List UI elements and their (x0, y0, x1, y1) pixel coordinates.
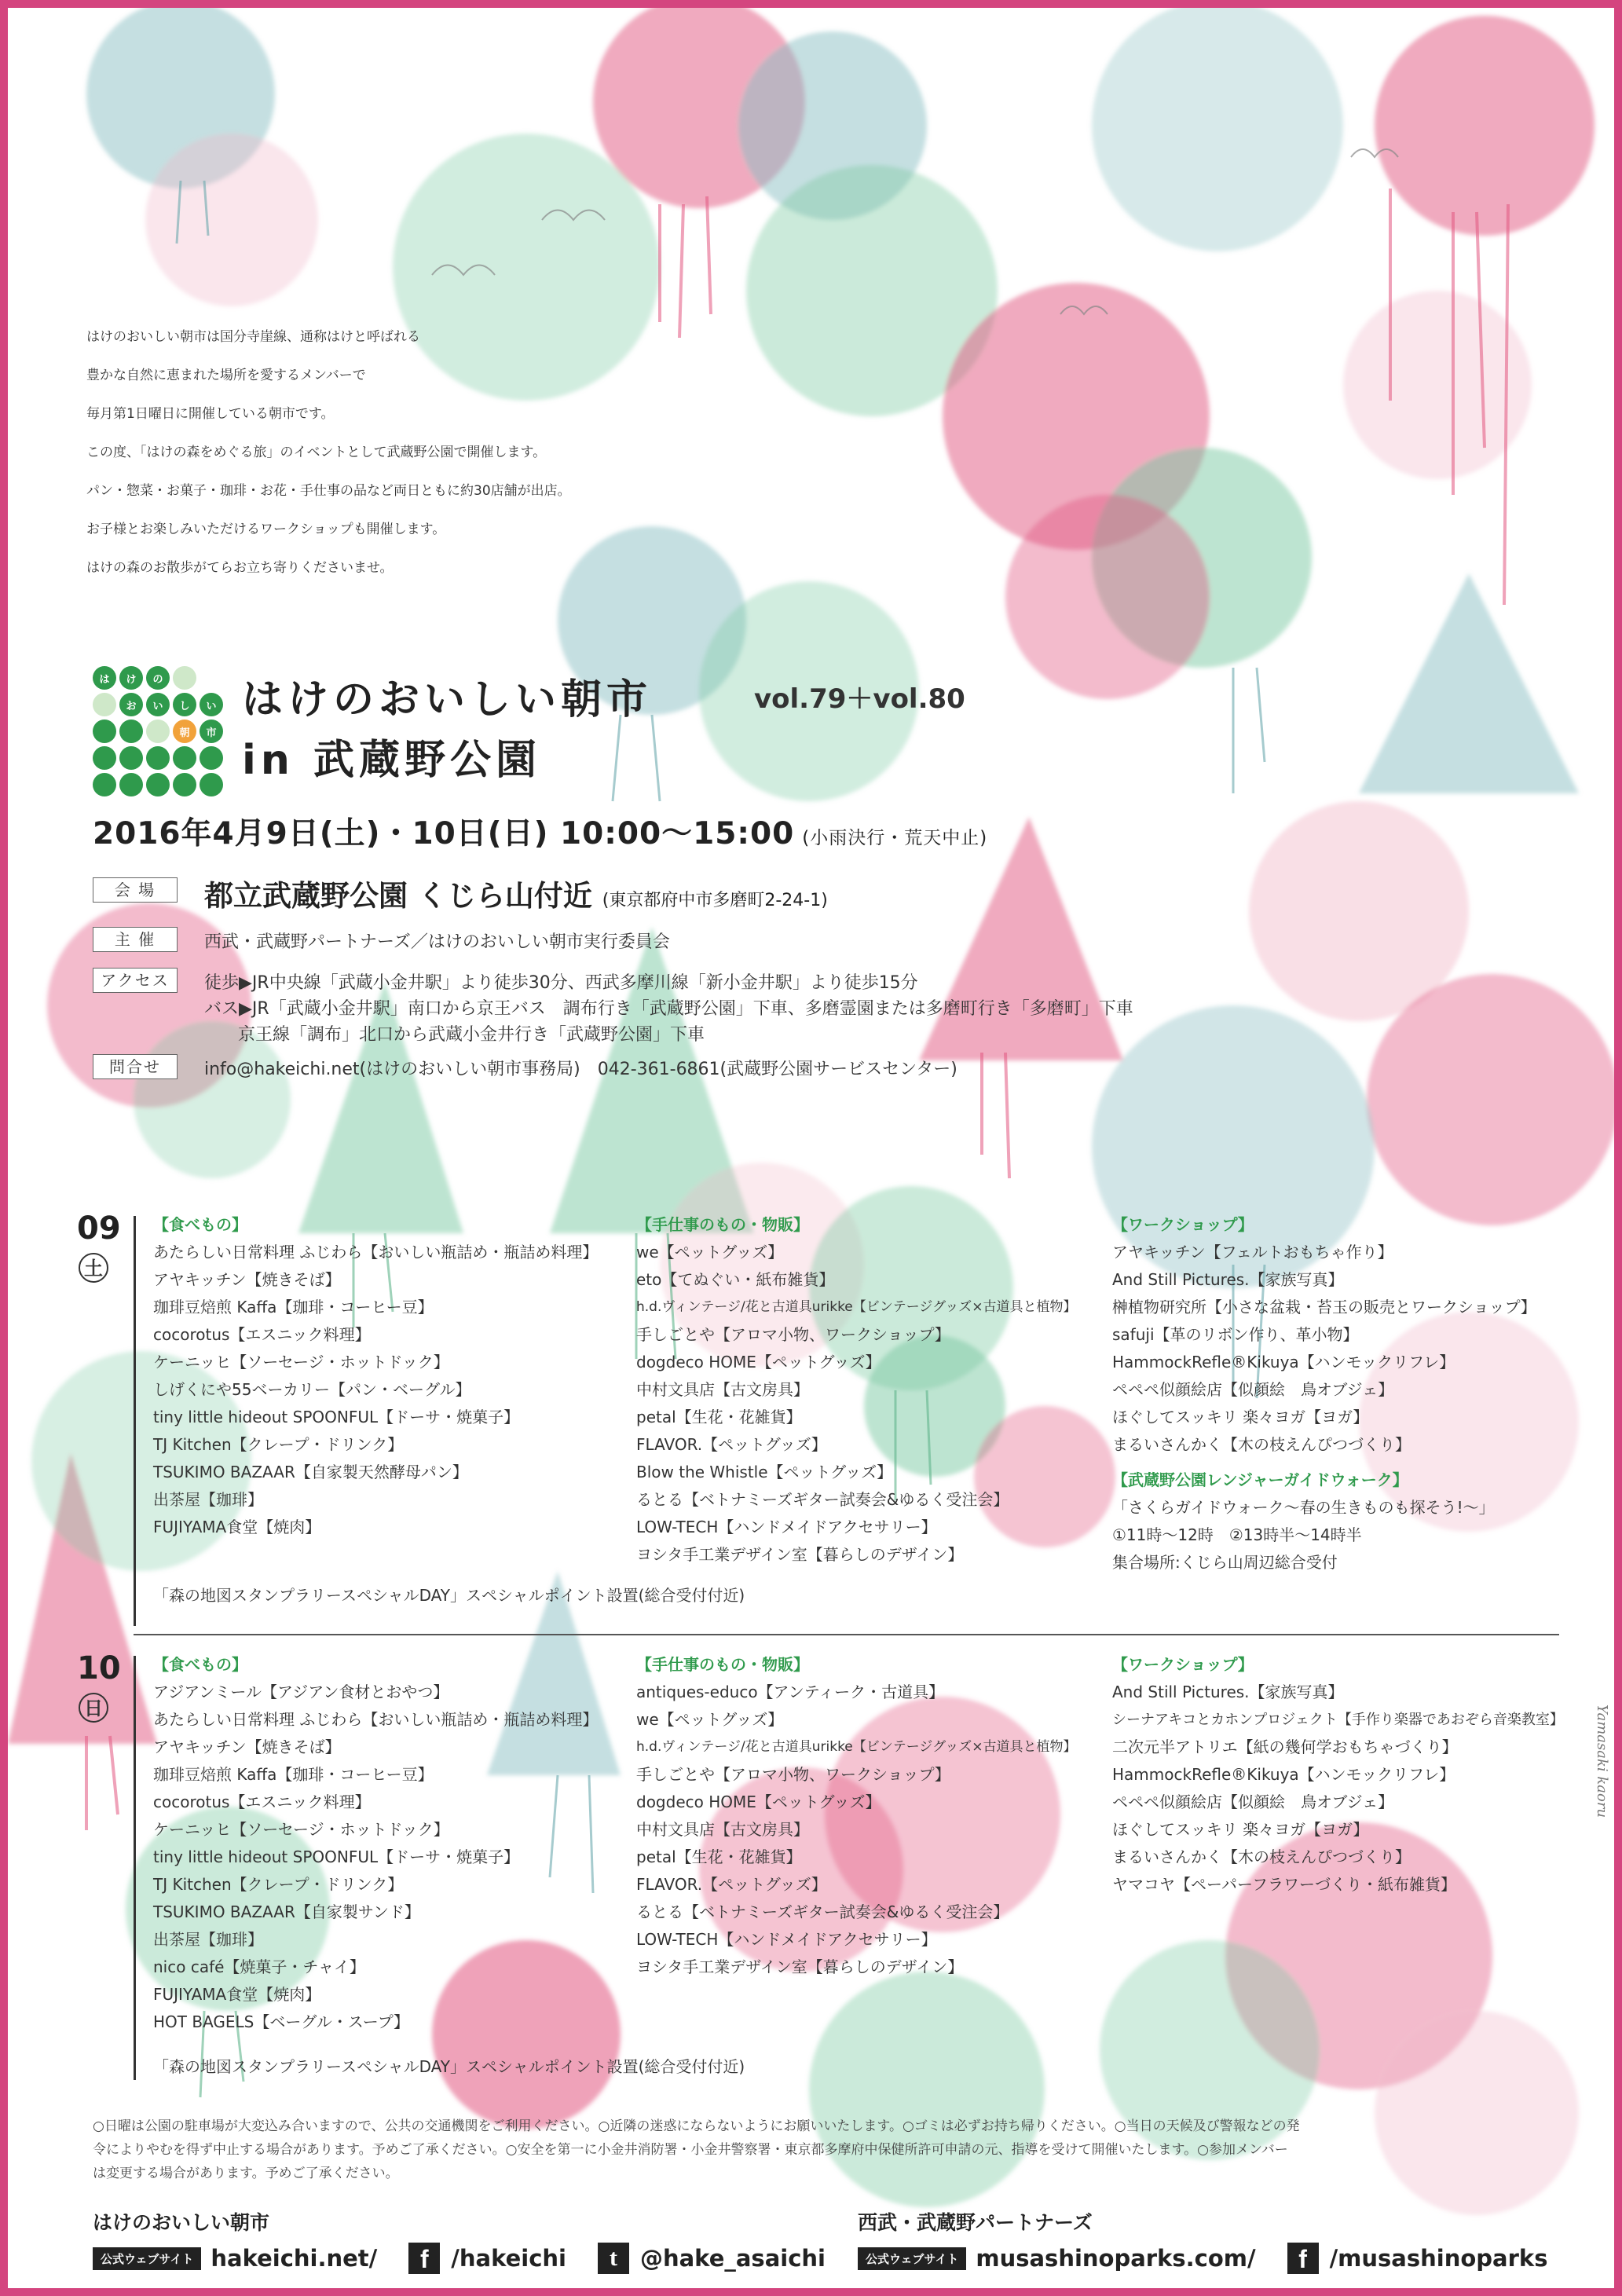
musashinoparks-url-link[interactable]: musashinoparks.com/ (976, 2245, 1256, 2272)
day2-special: 「森の地図スタンプラリースペシャルDAY」スペシャルポイント設置(総合受付付近) (153, 2057, 745, 2076)
list-item: dogdeco HOME【ペットグッズ】 (636, 1792, 881, 1811)
list-item: FLAVOR.【ペットグッズ】 (636, 1875, 827, 1894)
venue (204, 872, 828, 914)
musashinoparks-facebook-link[interactable]: /musashinoparks (1329, 2245, 1548, 2272)
list-item: 榊植物研究所【小さな盆栽・苔玉の販売とワークショップ】 (1112, 1298, 1536, 1316)
list-item: TSUKIMO BAZAAR【自家製サンド】 (153, 1902, 420, 1921)
list-item: nico café【焼菓子・チャイ】 (153, 1957, 365, 1976)
list-item: まるいさんかく【木の枝えんぴつづくり】 (1112, 1847, 1411, 1866)
volume-number: vol.79＋vol.80 (754, 683, 965, 715)
list-item: petal【生花・花雑貨】 (636, 1408, 802, 1426)
notes (93, 2115, 1300, 2185)
footer-organizer-links (93, 2243, 826, 2274)
day2-divider (134, 1656, 136, 2080)
logo-dot (93, 773, 116, 796)
access-line-1: 徒歩▶JR中央線「武蔵小金井駅」より徒歩30分、西武多摩川線「新小金井駅」より徒歩15分 (204, 973, 918, 993)
artist-signature: Yamasaki kaoru (1594, 1705, 1610, 1818)
host: 西武・武蔵野パートナーズ／はけのおいしい朝市実行委員会 (204, 932, 670, 952)
list-item: FLAVOR.【ペットグッズ】 (636, 1435, 827, 1454)
day2-number: 10 (77, 1650, 121, 1686)
list-item: 手しごとや【アロマ小物、ワークショップ】 (636, 1325, 950, 1344)
logo-dot: し (173, 693, 196, 716)
logo-dot (93, 720, 116, 743)
ranger-walk-meeting: 集合場所:くじら山周辺総合受付 (1112, 1553, 1338, 1572)
list-item: Blow the Whistle【ペットグッズ】 (636, 1463, 893, 1481)
access-label: アクセス (93, 968, 178, 993)
access-line-3: 京王線「調布」北口から武蔵小金井行き「武蔵野公園」下車 (238, 1025, 705, 1045)
contact-label: 問合せ (93, 1054, 178, 1079)
access-line-2: バス▶JR「武蔵小金井駅」南口から京王バス 調布行き「武蔵野公園」下車、多磨霊園または多磨町行き「多磨町」下車 (204, 999, 1133, 1019)
intro-line-6: お子様とお楽しみいただけるワークショップも開催します。 (86, 522, 446, 537)
venue-address: (東京都府中市多磨町2-24-1) (602, 891, 828, 910)
logo-dot: い (146, 693, 170, 716)
ranger-walk-title: 「さくらガイドウォーク〜春の生きものも探そう!〜」 (1112, 1498, 1495, 1517)
list-item: we【ペットグッズ】 (636, 1243, 784, 1262)
official-site-badge: 公式ウェブサイト (858, 2247, 966, 2270)
logo-dot (173, 773, 196, 796)
host-label: 主 催 (93, 927, 178, 952)
day1-food-header: 【食べもの】 (153, 1215, 247, 1234)
list-item: TJ Kitchen【クレープ・ドリンク】 (153, 1875, 404, 1894)
logo-dot (200, 773, 223, 796)
event-subtitle: in 武蔵野公園 (242, 737, 541, 784)
hakeichi-url-link[interactable]: hakeichi.net/ (211, 2245, 378, 2272)
list-item: しげくにや55ベーカリー【パン・ベーグル】 (153, 1380, 471, 1399)
list-item: And Still Pictures.【家族写真】 (1112, 1270, 1344, 1289)
logo-dot: 朝 (173, 720, 196, 743)
list-item: cocorotus【エスニック料理】 (153, 1792, 371, 1811)
list-item: TSUKIMO BAZAAR【自家製天然酵母パン】 (153, 1463, 468, 1481)
list-item: ほぐしてスッキリ 楽々ヨガ【ヨガ】 (1112, 1408, 1369, 1426)
list-item: 二次元半アトリエ【紙の幾何学おもちゃづくり】 (1112, 1738, 1458, 1756)
footer-organizer-name: はけのおいしい朝市 (93, 2211, 270, 2234)
logo-dot (119, 720, 143, 743)
weather-note: (小雨決行・荒天中止) (802, 828, 988, 848)
logo-dot: は (93, 666, 116, 690)
list-item: ほぐしてスッキリ 楽々ヨガ【ヨガ】 (1112, 1820, 1369, 1839)
hakeichi-twitter-link[interactable]: @hake_asaichi (639, 2245, 826, 2272)
logo-dot (173, 746, 196, 770)
list-item: LOW-TECH【ハンドメイドアクセサリー】 (636, 1930, 937, 1949)
logo-dot (173, 666, 196, 690)
list-item: るとる【ベトナミーズギター試奏会&ゆるく受注会】 (636, 1490, 1009, 1509)
intro-line-3: 毎月第1日曜日に開催している朝市です。 (86, 406, 335, 422)
day2-food-header: 【食べもの】 (153, 1655, 247, 1674)
list-item: ケーニッヒ【ソーセージ・ホットドック】 (153, 1820, 449, 1839)
day1-weekday: 土 (79, 1253, 108, 1283)
ranger-walk-times: ①11時〜12時 ②13時半〜14時半 (1112, 1525, 1362, 1544)
logo-dot: の (146, 666, 170, 690)
day1-divider (134, 1216, 136, 1626)
day1-workshop-header: 【ワークショップ】 (1112, 1215, 1254, 1234)
facebook-icon: f (408, 2243, 440, 2274)
intro-line-2: 豊かな自然に恵まれた場所を愛するメンバーで (86, 368, 366, 383)
day2-workshop-list (1112, 1651, 1564, 1899)
day2-craft-list (636, 1651, 1076, 1981)
list-item: dogdeco HOME【ペットグッズ】 (636, 1353, 881, 1371)
list-item: シーナアキコとカホンプロジェクト【手作り楽器であおぞら音楽教室】 (1112, 1712, 1564, 1728)
list-item: we【ペットグッズ】 (636, 1710, 784, 1729)
list-item: アヤキッチン【焼きそば】 (153, 1270, 341, 1289)
logo-dot: け (119, 666, 143, 690)
list-item: 出茶屋【珈琲】 (153, 1930, 263, 1949)
list-item: h.d.ヴィンテージ/花と古道具urikke【ビンテージグッズ×古道具と植物】 (636, 1739, 1077, 1755)
list-item: LOW-TECH【ハンドメイドアクセサリー】 (636, 1518, 937, 1536)
list-item: 中村文具店【古文房具】 (636, 1380, 809, 1399)
intro-text (86, 318, 571, 588)
intro-line-4: この度、「はけの森をめぐる旅」のイベントとして武蔵野公園で開催します。 (86, 445, 547, 460)
footer-partner-name: 西武・武蔵野パートナーズ (858, 2211, 1093, 2234)
list-item: アジアンミール【アジアン食材とおやつ】 (153, 1683, 449, 1701)
day2-weekday: 日 (79, 1693, 108, 1723)
logo-dot: 市 (200, 720, 223, 743)
intro-line-7: はけの森のお散歩がてらお立ち寄りくださいませ。 (86, 560, 394, 576)
day1-special: 「森の地図スタンプラリースペシャルDAY」スペシャルポイント設置(総合受付付近) (153, 1586, 745, 1605)
venue-name: 都立武蔵野公園 くじら山付近 (204, 879, 592, 913)
list-item: 手しごとや【アロマ小物、ワークショップ】 (636, 1765, 950, 1784)
list-item: FUJIYAMA食堂【焼肉】 (153, 1518, 321, 1536)
note-line-2: 令によりやむを得ず中止する場合があります。予めご了承ください。○安全を第一に小金井消防署・小金井警察署・東京都多摩府中保健所許可申請の元、指導を受けて開催いたします。○参加メンバー (93, 2142, 1288, 2158)
list-item: And Still Pictures.【家族写真】 (1112, 1683, 1344, 1701)
day1-food-list (153, 1211, 598, 1541)
note-line-1: ○日曜は公園の駐車場が大変込み合いますので、公共の交通機関をご利用ください。○近隣の迷惑にならないようにお願いいたします。○ゴミは必ずお持ち帰りください。○当日の天候及び警報などの発 (93, 2118, 1300, 2134)
event-date-text: 2016年4月9日(土)・10日(日) 10:00〜15:00 (93, 816, 795, 851)
day1-craft-header: 【手仕事のもの・物販】 (636, 1215, 809, 1234)
list-item: antiques-educo【アンティーク・古道具】 (636, 1683, 945, 1701)
note-line-3: は変更する場合があります。予めご了承ください。 (93, 2166, 399, 2181)
contact: info@hakeichi.net(はけのおいしい朝市事務局) 042-361-6861(武蔵野公園サービスセンター) (204, 1060, 957, 1079)
list-item: HammockRefle®Kikuya【ハンモックリフレ】 (1112, 1353, 1455, 1371)
list-item: ペペペ似顔絵店【似顔絵 鳥オブジェ】 (1112, 1792, 1394, 1811)
event-date (93, 809, 987, 853)
list-item: アヤキッチン【焼きそば】 (153, 1738, 341, 1756)
list-item: 中村文具店【古文房具】 (636, 1820, 809, 1839)
list-item: ペペペ似顔絵店【似顔絵 鳥オブジェ】 (1112, 1380, 1394, 1399)
list-item: TJ Kitchen【クレープ・ドリンク】 (153, 1435, 404, 1454)
day-separator (134, 1634, 1559, 1635)
day1-number: 09 (77, 1210, 121, 1247)
list-item: ヨシタ手工業デザイン室【暮らしのデザイン】 (636, 1545, 964, 1564)
list-item: petal【生花・花雑貨】 (636, 1847, 802, 1866)
list-item: あたらしい日常料理 ふじわら【おいしい瓶詰め・瓶詰め料理】 (153, 1243, 599, 1262)
list-item: FUJIYAMA食堂【焼肉】 (153, 1985, 321, 2004)
day2-workshop-header: 【ワークショップ】 (1112, 1655, 1254, 1674)
list-item: h.d.ヴィンテージ/花と古道具urikke【ビンテージグッズ×古道具と植物】 (636, 1299, 1077, 1315)
ranger-walk-header: 【武蔵野公園レンジャーガイドウォーク】 (1112, 1470, 1408, 1489)
logo-dot (200, 666, 223, 690)
logo-dot: お (119, 693, 143, 716)
day2-food-list (153, 1651, 598, 2036)
hakeichi-facebook-link[interactable]: /hakeichi (451, 2245, 566, 2272)
logo-dot (146, 746, 170, 770)
list-item: ケーニッヒ【ソーセージ・ホットドック】 (153, 1353, 449, 1371)
list-item: ヨシタ手工業デザイン室【暮らしのデザイン】 (636, 1957, 964, 1976)
list-item: 珈琲豆焙煎 Kaffa【珈琲・コーヒー豆】 (153, 1298, 434, 1316)
list-item: まるいさんかく【木の枝えんぴつづくり】 (1112, 1435, 1411, 1454)
day1-workshop-list (1112, 1211, 1536, 1576)
list-item: 出茶屋【珈琲】 (153, 1490, 263, 1509)
list-item: あたらしい日常料理 ふじわら【おいしい瓶詰め・瓶詰め料理】 (153, 1710, 599, 1729)
footer-partner-links (858, 2243, 1547, 2274)
logo-dot: い (200, 693, 223, 716)
day2-craft-header: 【手仕事のもの・物販】 (636, 1655, 809, 1674)
intro-line-5: パン・惣菜・お菓子・珈琲・お花・手仕事の品など両日ともに約30店舗が出店。 (86, 483, 571, 499)
list-item: るとる【ベトナミーズギター試奏会&ゆるく受注会】 (636, 1902, 1009, 1921)
intro-line-1: はけのおいしい朝市は国分寺崖線、通称はけと呼ばれる (86, 329, 420, 345)
facebook-icon: f (1287, 2243, 1319, 2274)
list-item: tiny little hideout SPOONFUL【ドーサ・焼菓子】 (153, 1408, 520, 1426)
logo-dot-grid (93, 666, 224, 797)
list-item: ヤマコヤ【ペーパーフラワーづくり・紙布雑貨】 (1112, 1875, 1456, 1894)
list-item: アヤキッチン【フェルトおもちゃ作り】 (1112, 1243, 1393, 1262)
logo-dot (146, 720, 170, 743)
logo-dot (146, 773, 170, 796)
venue-label: 会 場 (93, 877, 178, 903)
list-item: HammockRefle®Kikuya【ハンモックリフレ】 (1112, 1765, 1455, 1784)
list-item: eto【てぬぐい・紙布雑貨】 (636, 1270, 835, 1289)
logo-dot (119, 746, 143, 770)
list-item: safuji【革のリボン作り、革小物】 (1112, 1325, 1359, 1344)
logo-dot (119, 773, 143, 796)
list-item: tiny little hideout SPOONFUL【ドーサ・焼菓子】 (153, 1847, 520, 1866)
list-item: 珈琲豆焙煎 Kaffa【珈琲・コーヒー豆】 (153, 1765, 434, 1784)
day1-craft-list (636, 1211, 1076, 1569)
logo-dot (200, 746, 223, 770)
list-item: cocorotus【エスニック料理】 (153, 1325, 371, 1344)
logo-dot (93, 693, 116, 716)
twitter-icon: t (598, 2243, 629, 2274)
event-title: はけのおいしい朝市 (242, 676, 653, 723)
logo-dot (93, 746, 116, 770)
official-site-badge: 公式ウェブサイト (93, 2247, 201, 2270)
list-item: HOT BAGELS【ベーグル・スープ】 (153, 2012, 409, 2031)
